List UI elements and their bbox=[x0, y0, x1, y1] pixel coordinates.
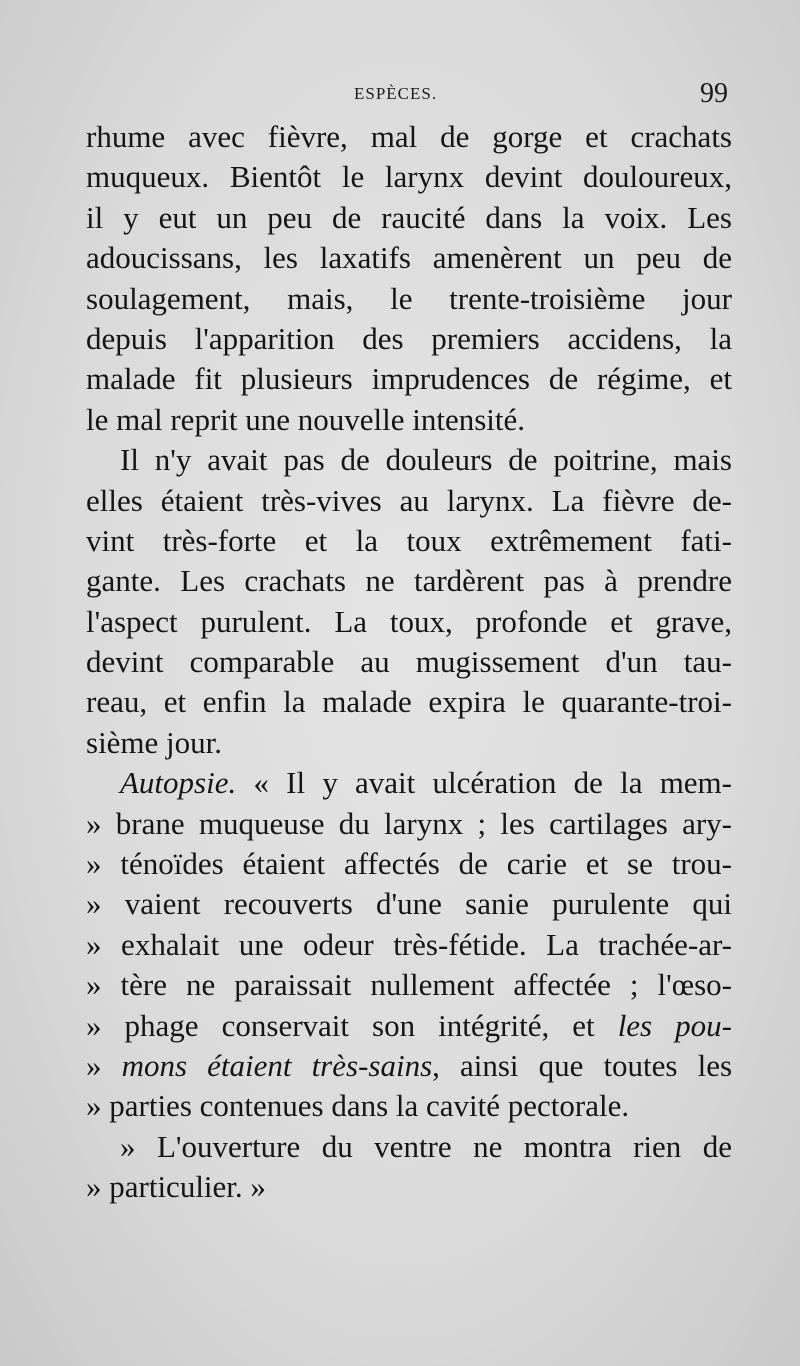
text-line: » parties contenues dans la cavité pectorale. bbox=[86, 1088, 630, 1124]
text-line: depuis l'apparition des premiers accidens, la bbox=[86, 320, 732, 356]
text-line: malade fit plusieurs imprudences de régime, et bbox=[86, 361, 732, 397]
text-line: Il n'y avait pas de douleurs de poitrine, mais bbox=[120, 442, 732, 478]
running-head: ESPÈCES. bbox=[354, 84, 438, 103]
page-header bbox=[86, 78, 732, 118]
text-line: » exhalait une odeur très-fétide. La trachée-ar- bbox=[86, 926, 732, 962]
text-line: » L'ouverture du ventre ne montra rien de bbox=[120, 1128, 732, 1164]
page-number: 99 bbox=[700, 78, 728, 109]
text-line: » ténoïdes étaient affectés de carie et se trou- bbox=[86, 846, 732, 882]
text-line: gante. Les crachats ne tardèrent pas à prendre bbox=[86, 563, 732, 599]
text-line: devint comparable au mugissement d'un tau- bbox=[86, 644, 732, 680]
text-line: l'aspect purulent. La toux, profonde et grave, bbox=[86, 603, 732, 639]
text-line: Autopsie. « Il y avait ulcération de la mem- bbox=[120, 765, 732, 801]
text-line: » mons étaient très-sains, ainsi que toutes les bbox=[86, 1047, 733, 1083]
text-line: il y eut un peu de raucité dans la voix. Les bbox=[86, 199, 732, 235]
page-body bbox=[86, 117, 732, 1208]
text-line: rhume avec fièvre, mal de gorge et crachats bbox=[86, 119, 732, 154]
text-line: elles étaient très-vives au larynx. La fièvre de- bbox=[86, 482, 732, 518]
text-line: » tère ne paraissait nullement affectée ; l'œso- bbox=[86, 967, 732, 1003]
text-line: adoucissans, les laxatifs amenèrent un peu de bbox=[86, 240, 732, 276]
text-line: vint très-forte et la toux extrêmement fati- bbox=[86, 522, 732, 558]
text-line: le mal reprit une nouvelle intensité. bbox=[86, 401, 526, 437]
text-line: » phage conservait son intégrité, et les pou- bbox=[86, 1007, 732, 1043]
text-line: muqueux. Bientôt le larynx devint douloureux, bbox=[86, 159, 732, 195]
text-line: » particulier. » bbox=[86, 1169, 266, 1205]
text-line: soulagement, mais, le trente-troisième jour bbox=[86, 280, 732, 316]
text-line: reau, et enfin la malade expira le quarante-troi- bbox=[86, 684, 732, 720]
text-line: » brane muqueuse du larynx ; les cartilages ary- bbox=[86, 805, 732, 841]
text-line: » vaient recouverts d'une sanie purulente qui bbox=[86, 886, 732, 922]
text-line: sième jour. bbox=[86, 724, 223, 760]
